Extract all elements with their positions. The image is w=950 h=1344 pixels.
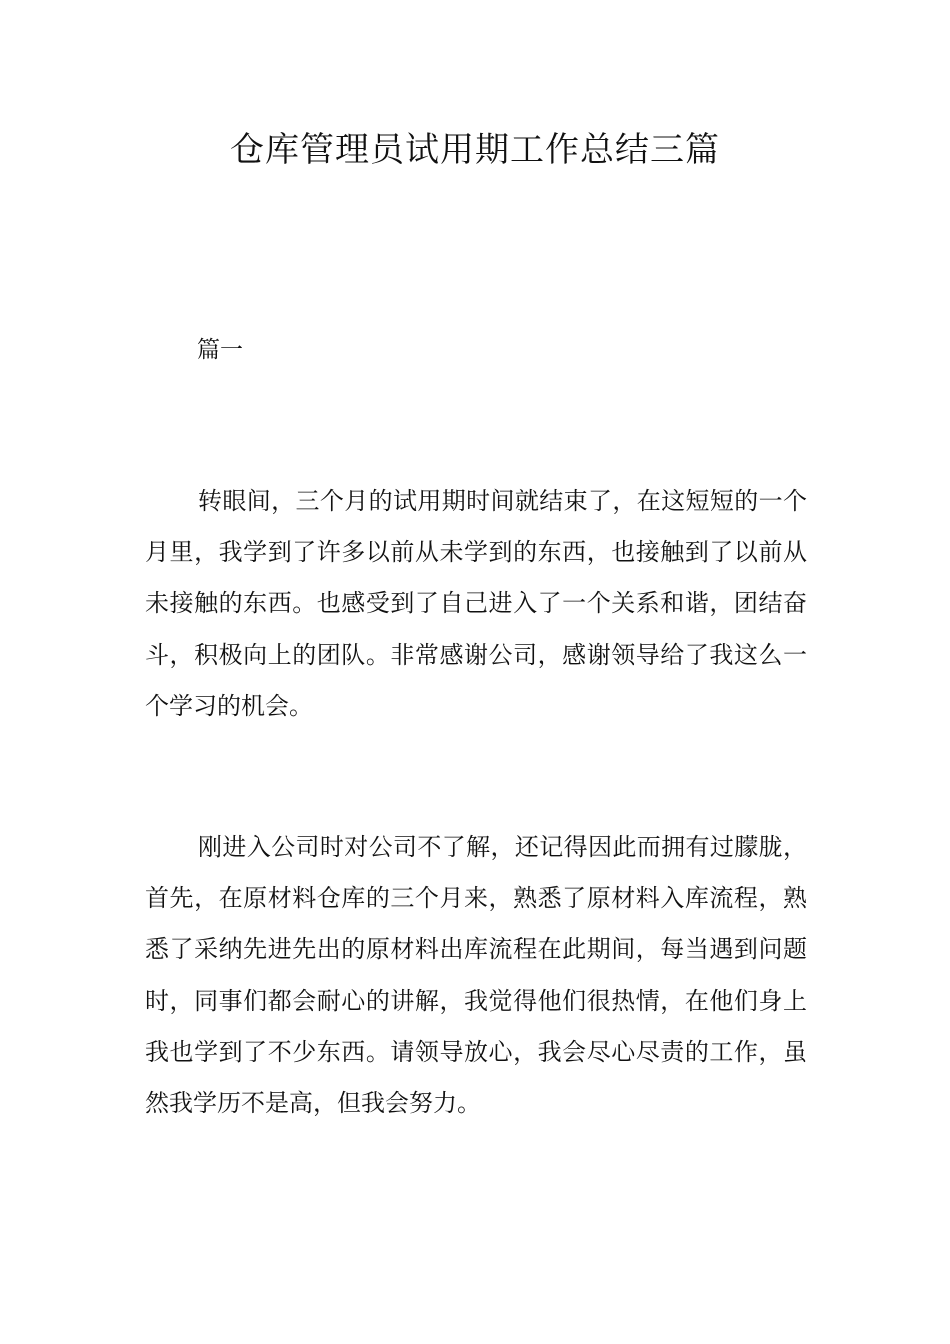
section-label: 篇一 (197, 337, 243, 363)
document-title: 仓库管理员试用期工作总结三篇 (230, 130, 720, 170)
body-paragraph-2: 刚进入公司时对公司不了解，还记得因此而拥有过朦胧，首先，在原材料仓库的三个月来，熟悉了原材料入库流程，熟悉了采纳先进先出的原材料出库流程在此期间，每当遇到问题时，同事们都会耐心的讲解，我觉得他们很热情，在他们身上我也学到了不少东西。请领导放心，我会尽心尽责的工作，虽然我学历不是高，但我会努力。 (145, 833, 807, 1118)
body-paragraph-1: 转眼间，三个月的试用期时间就结束了，在这短短的一个月里，我学到了许多以前从未学到的东西，也接触到了以前从未接触的东西。也感受到了自己进入了一个关系和谐，团结奋斗，积极向上的团队。非常感谢公司，感谢领导给了我这么一个学习的机会。 (145, 487, 807, 720)
